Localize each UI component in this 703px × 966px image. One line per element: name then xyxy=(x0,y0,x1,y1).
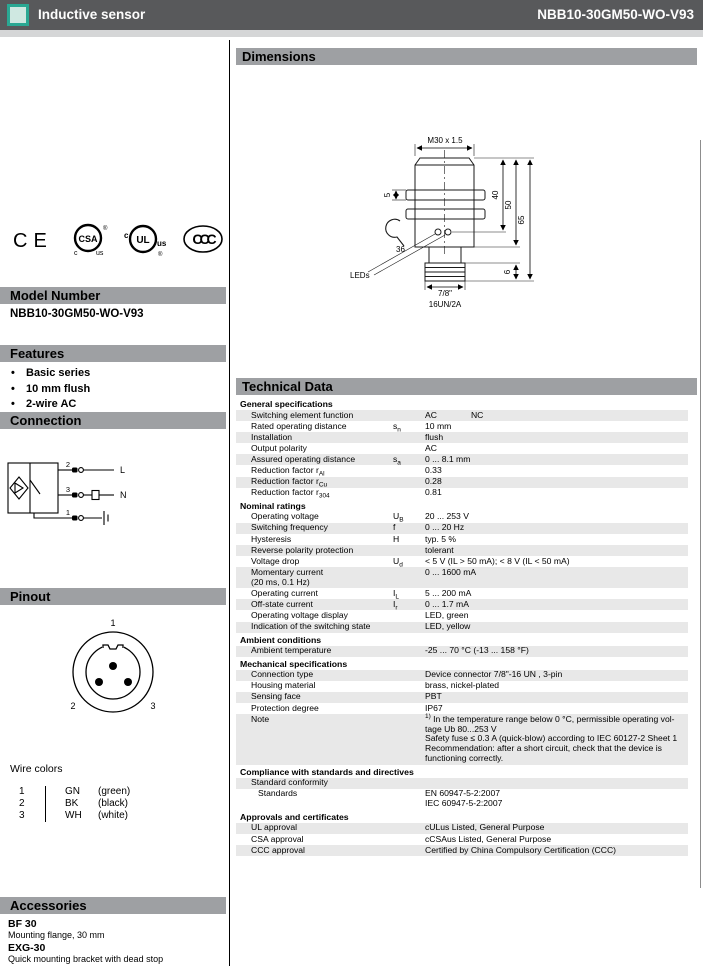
accessory-item xyxy=(8,942,226,964)
spec-label: Standards xyxy=(258,788,298,799)
spec-label: Indication of the switching state xyxy=(251,621,371,632)
spec-symbol xyxy=(393,411,425,421)
spec-label: Rated operating distance xyxy=(251,420,347,431)
pinout-pin3-label: 3 xyxy=(150,701,156,711)
pinout-pin2-label: 2 xyxy=(70,701,76,711)
spec-symbol xyxy=(393,568,425,588)
spec-value: -25 ... 70 °C (-13 ... 158 °F) xyxy=(425,645,529,656)
spec-value: 10 mm xyxy=(425,420,452,431)
dim-nut-height-label: 5 xyxy=(383,192,392,198)
brand-logo-icon xyxy=(7,4,29,26)
spec-row xyxy=(236,703,688,714)
section-technical-data: Technical Data xyxy=(236,378,697,395)
spec-value: LED, yellow xyxy=(425,621,471,632)
spec-row xyxy=(236,789,688,810)
spec-row xyxy=(236,432,688,443)
spec-row xyxy=(236,599,688,610)
pinout-pin1-label: 1 xyxy=(110,618,116,628)
spec-value: tolerant xyxy=(425,544,454,555)
spec-row xyxy=(236,556,688,567)
header-bar xyxy=(0,0,703,30)
ccc-mark-icon xyxy=(182,222,226,258)
accessory-code: BF 30 xyxy=(8,918,37,930)
spec-value: AC xyxy=(425,442,437,453)
spec-symbol: $I_L$ xyxy=(393,587,400,601)
header-model-number: NBB10-30GM50-WO-V93 xyxy=(537,7,694,22)
wire-colors-title: Wire colors xyxy=(10,763,63,775)
svg-text:UL: UL xyxy=(136,235,150,246)
accessory-code: EXG-30 xyxy=(8,942,46,954)
spec-symbol xyxy=(393,789,425,809)
ce-mark-icon: CE xyxy=(13,230,53,252)
spec-symbol xyxy=(393,681,425,691)
spec-value: 0.81 xyxy=(425,487,442,498)
spec-symbol xyxy=(393,715,425,765)
wire-color-row xyxy=(0,786,229,798)
section-features: Features xyxy=(0,345,226,362)
certification-logos xyxy=(0,222,229,266)
spec-value: PBT xyxy=(425,691,442,702)
spec-value: 5 ... 200 mA xyxy=(425,587,472,598)
spec-value: brass, nickel-plated xyxy=(425,680,500,691)
section-accessories: Accessories xyxy=(0,897,226,914)
spec-row xyxy=(236,588,688,599)
wire-colors-rule xyxy=(45,786,46,822)
spec-row xyxy=(236,778,688,789)
spec-row xyxy=(236,534,688,545)
spec-symbol: $s_n$ xyxy=(393,420,401,434)
spec-value: 0 ... 1.7 mA xyxy=(425,598,469,609)
spec-value: flush xyxy=(425,431,444,442)
spec-label: Housing material xyxy=(251,680,316,691)
wire-color-code: BK xyxy=(65,798,79,809)
pinout-diagram xyxy=(43,616,183,720)
column-divider xyxy=(229,40,230,966)
spec-value-secondary: NC xyxy=(470,409,484,420)
spec-symbol xyxy=(393,466,425,476)
spec-label: CCC approval xyxy=(251,844,305,855)
dimension-drawing xyxy=(316,126,606,326)
svg-text:CCC: CCC xyxy=(192,231,214,247)
wire-color-name: (green) xyxy=(98,786,131,797)
spec-label: Reduction factor $r_{304}$ xyxy=(251,487,330,500)
wire-color-name: (white) xyxy=(98,810,129,821)
dim-40-label: 40 xyxy=(491,190,500,200)
spec-symbol xyxy=(393,846,425,856)
spec-label: Installation xyxy=(251,431,293,442)
accessories-list xyxy=(8,916,226,964)
spec-row xyxy=(236,823,688,834)
dim-wrench-size-label: 36 xyxy=(396,245,405,254)
spec-row xyxy=(236,545,688,556)
wire-colors-table xyxy=(0,786,229,822)
spec-symbol xyxy=(393,835,425,845)
svg-text:us: us xyxy=(96,250,104,257)
features-list xyxy=(10,366,90,413)
spec-value: 0 ... 1600 mA xyxy=(425,566,477,577)
spec-label: Connection type xyxy=(251,669,314,680)
svg-text:CSA: CSA xyxy=(78,234,98,244)
spec-group-header: Ambient conditions xyxy=(240,634,322,645)
spec-symbol xyxy=(393,692,425,702)
dim-6-label: 6 xyxy=(503,269,512,275)
connection-pin3-label: 3 xyxy=(65,485,71,494)
spec-symbol: H xyxy=(393,533,400,544)
wire-pin-number: 3 xyxy=(19,810,25,821)
spec-label: Reduction factor $r_{Al}$ xyxy=(251,465,325,478)
spec-row xyxy=(236,692,688,703)
accessory-description: Mounting flange, 30 mm xyxy=(8,930,105,940)
dim-65-label: 65 xyxy=(517,215,526,225)
wire-color-code: GN xyxy=(65,786,80,797)
spec-row xyxy=(236,567,688,588)
wire-pin-number: 1 xyxy=(19,786,25,797)
spec-symbol xyxy=(393,488,425,498)
connection-neutral-label: N xyxy=(120,490,127,500)
technical-data-table xyxy=(236,397,688,856)
spec-label: UL approval xyxy=(251,822,298,833)
spec-row xyxy=(236,410,688,421)
connection-pin2-label: 2 xyxy=(65,460,71,469)
spec-value: 0.28 xyxy=(425,476,442,487)
ul-mark-icon xyxy=(122,222,166,262)
spec-row xyxy=(236,443,688,454)
spec-group-header: Approvals and certificates xyxy=(240,811,349,822)
dim-thread-label: M30 x 1.5 xyxy=(427,136,463,145)
header-substrip xyxy=(0,30,703,37)
spec-value: 0.33 xyxy=(425,465,442,476)
spec-symbol xyxy=(393,546,425,556)
spec-row xyxy=(236,477,688,488)
spec-label: Ambient temperature xyxy=(251,645,332,656)
accessory-item xyxy=(8,918,226,940)
spec-row xyxy=(236,622,688,633)
spec-value: AC NC xyxy=(425,409,484,420)
spec-group-header: Nominal ratings xyxy=(240,500,306,511)
svg-text:®: ® xyxy=(158,252,163,258)
spec-value: EN 60947-5-2:2007 IEC 60947-5-2:2007 xyxy=(425,788,503,809)
spec-value xyxy=(425,778,688,788)
spec-value: < 5 V (IL > 50 mA); < 8 V (IL < 50 mA) xyxy=(425,555,570,566)
spec-symbol xyxy=(393,670,425,680)
spec-value: typ. 5 % xyxy=(425,533,457,544)
spec-value: Device connector 7/8"-16 UN , 3-pin xyxy=(425,669,563,680)
spec-label: Reduction factor $r_{Cu}$ xyxy=(251,476,328,489)
section-pinout: Pinout xyxy=(0,588,226,605)
spec-label: Note xyxy=(251,713,270,724)
dim-50-label: 50 xyxy=(504,200,513,210)
spec-row xyxy=(236,610,688,621)
spec-symbol xyxy=(393,622,425,632)
section-connection: Connection xyxy=(0,412,226,429)
spec-value: LED, green xyxy=(425,610,469,620)
spec-label: Operating voltage display xyxy=(251,610,348,620)
wire-color-row xyxy=(0,810,229,822)
spec-row xyxy=(236,646,688,657)
spec-label: Sensing face xyxy=(251,691,301,702)
wire-pin-number: 2 xyxy=(19,798,25,809)
spec-label: Output polarity xyxy=(251,442,307,453)
spec-label: Switching element function xyxy=(251,409,354,420)
spec-symbol xyxy=(393,444,425,454)
spec-symbol xyxy=(393,778,425,788)
connection-pin1-label: 1 xyxy=(65,508,71,517)
spec-row xyxy=(236,845,688,856)
spec-value: cULus Listed, General Purpose xyxy=(425,822,545,833)
spec-value: 0 ... 8.1 mm xyxy=(425,453,471,464)
spec-group-header: Compliance with standards and directives xyxy=(240,766,414,777)
page-edge-line xyxy=(700,140,701,888)
spec-row xyxy=(236,714,688,765)
spec-symbol: $U_d$ xyxy=(393,555,403,569)
connection-diagram xyxy=(4,446,139,536)
spec-symbol xyxy=(393,823,425,833)
section-dimensions: Dimensions xyxy=(236,48,697,65)
svg-text:c: c xyxy=(74,250,78,257)
svg-text:us: us xyxy=(157,239,166,248)
spec-group-header: General specifications xyxy=(240,399,333,409)
spec-row xyxy=(236,681,688,692)
connection-line-label: L xyxy=(120,465,126,475)
spec-value: 0 ... 20 Hz xyxy=(425,522,465,533)
feature-item: • Basic series xyxy=(10,366,90,382)
spec-row xyxy=(236,488,688,499)
csa-mark-icon xyxy=(70,222,110,262)
spec-label: Hysteresis xyxy=(251,533,292,544)
dim-connector-size-label: 7/8" xyxy=(438,289,452,298)
dim-connector-thread-label: 16UN/2A xyxy=(428,300,462,309)
spec-label: Protection degree xyxy=(251,702,319,713)
wire-color-row xyxy=(0,798,229,810)
spec-row xyxy=(236,512,688,523)
dim-leds-label: LEDs xyxy=(350,271,370,280)
spec-label: Switching frequency xyxy=(251,522,328,533)
spec-symbol xyxy=(393,477,425,487)
spec-row xyxy=(236,465,688,476)
spec-symbol: $s_a$ xyxy=(393,453,401,467)
spec-row xyxy=(236,670,688,681)
feature-item: • 2-wire AC xyxy=(10,397,90,413)
spec-value: $^{1)}$ In the temperature range below 0 °C, permissible operating vol- tage Ub 80...253 V Safety fuse ≤ 0.3 A (quick-blow) according to IEC 60127-2 Sheet 1 Recommendation: after a short circuit, check that the device is functioning correctly. xyxy=(425,712,678,764)
product-type-title: Inductive sensor xyxy=(38,7,146,22)
spec-row xyxy=(236,523,688,534)
spec-group-header: Mechanical specifications xyxy=(240,658,348,669)
spec-label: Assured operating distance xyxy=(251,453,356,464)
spec-label: Reverse polarity protection xyxy=(251,544,354,555)
spec-value: cCSAus Listed, General Purpose xyxy=(425,833,552,844)
wire-color-name: (black) xyxy=(98,798,129,809)
spec-symbol: $I_r$ xyxy=(393,598,398,612)
spec-label: Operating current xyxy=(251,587,318,598)
spec-symbol xyxy=(393,704,425,714)
svg-text:®: ® xyxy=(103,226,108,232)
svg-text:c: c xyxy=(124,231,129,240)
spec-row xyxy=(236,421,688,432)
spec-symbol xyxy=(393,646,425,656)
section-model-number: Model Number xyxy=(0,287,226,304)
spec-label: Standard conformity xyxy=(251,777,328,788)
spec-label: Momentary current (20 ms, 0.1 Hz) xyxy=(251,566,324,587)
spec-label: Off-state current xyxy=(251,598,313,609)
spec-symbol: $U_B$ xyxy=(393,511,404,525)
feature-item: • 10 mm flush xyxy=(10,382,90,398)
spec-label: CSA approval xyxy=(251,833,304,844)
spec-value: 20 ... 253 V xyxy=(425,511,469,522)
spec-symbol xyxy=(393,433,425,443)
spec-symbol xyxy=(393,611,425,621)
accessory-description: Quick mounting bracket with dead stop xyxy=(8,954,164,964)
spec-value: IP67 xyxy=(425,702,443,713)
spec-row xyxy=(236,834,688,845)
wire-color-code: WH xyxy=(65,810,82,821)
spec-symbol: f xyxy=(393,522,396,533)
spec-value: Certified by China Compulsory Certification (CCC) xyxy=(425,844,617,855)
spec-label: Operating voltage xyxy=(251,511,319,522)
spec-row xyxy=(236,454,688,465)
spec-label: Voltage drop xyxy=(251,555,300,566)
model-number-value: NBB10-30GM50-WO-V93 xyxy=(10,308,144,320)
